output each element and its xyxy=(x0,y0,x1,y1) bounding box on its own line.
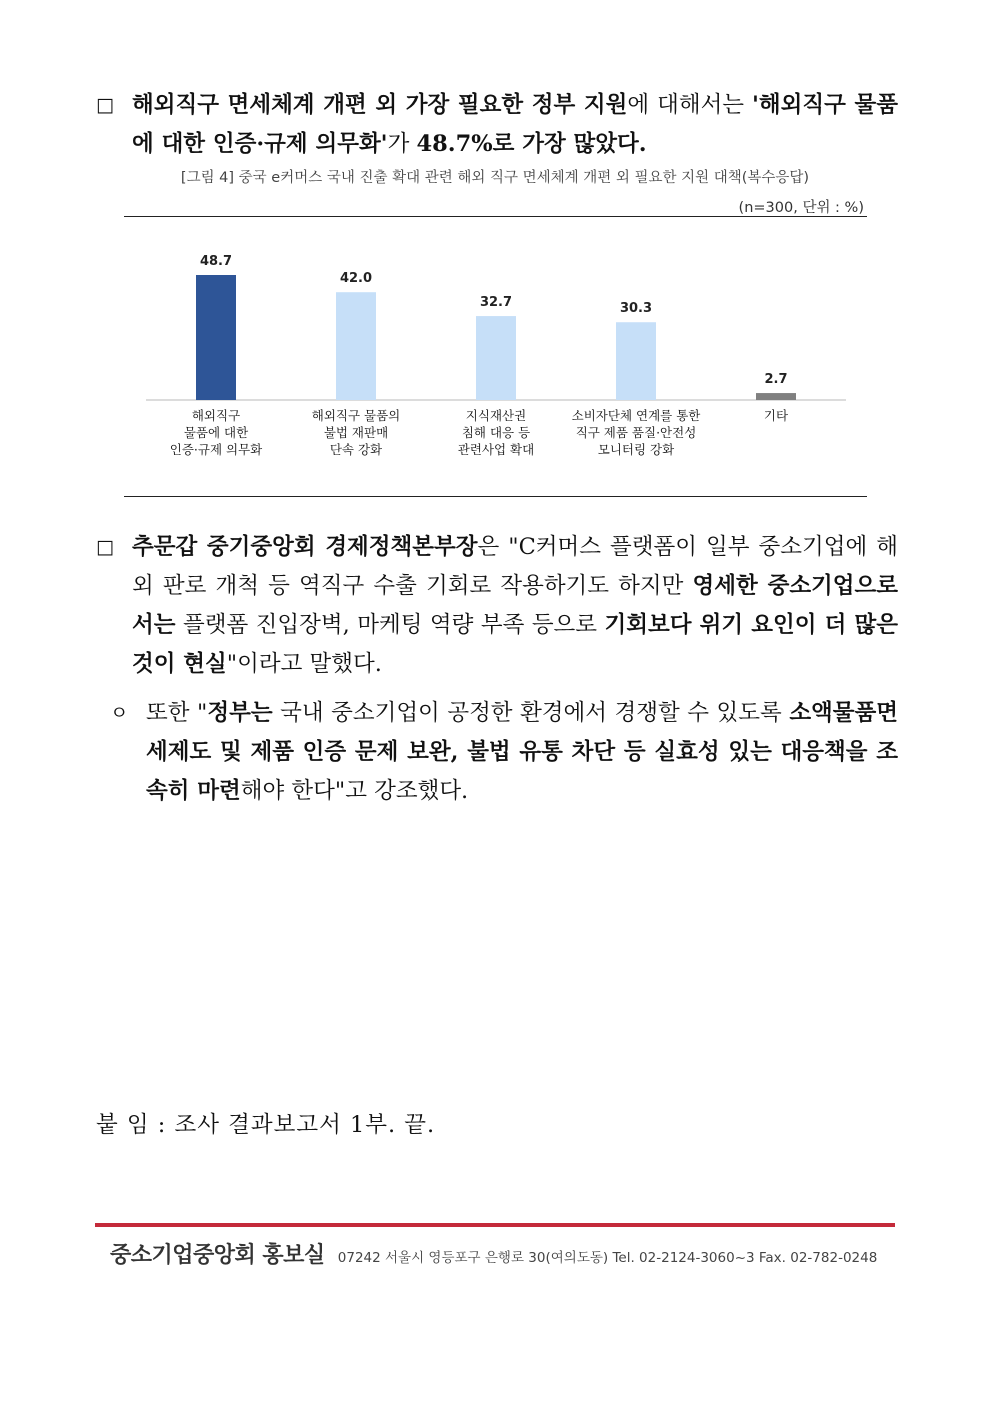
category-label-line: 지식재산권 xyxy=(465,408,527,423)
text-segment: 기회보다 위기 요인이 더 많은 것이 현실 xyxy=(132,612,898,677)
bar xyxy=(476,316,516,400)
text-segment: 48.7%로 가장 많았다. xyxy=(416,131,647,157)
data-label: 32.7 xyxy=(479,295,513,311)
category-label-line: 단속 강화 xyxy=(329,442,383,457)
footer-org: 중소기업중앙회 홍보실 xyxy=(110,1243,325,1268)
paragraph-text xyxy=(96,86,898,164)
text-segment: '해외직구 물품에 대한 인증·규제 의무화' xyxy=(132,92,898,157)
text-segment: 해야 한다"고 강조했다. xyxy=(240,778,469,804)
text-segment: "이라고 말했다. xyxy=(226,651,382,677)
paragraph-government-request xyxy=(110,694,898,811)
bar-chart xyxy=(124,222,867,494)
text-segment: 또한 " xyxy=(146,700,208,726)
category-label-line: 직구 제품 품질·안전성 xyxy=(575,425,697,440)
category-label-line: 물품에 대한 xyxy=(183,425,249,440)
bar xyxy=(756,393,796,400)
attachment-note: 붙 임 : 조사 결과보고서 1부. 끝. xyxy=(96,1112,436,1138)
figure-caption: [그림 4] 중국 e커머스 국내 진출 확대 관련 해외 직구 면세체계 개편 외 필요한 지원 대책(복수응답) xyxy=(180,170,810,186)
circle-bullet-icon: ㅇ xyxy=(110,702,129,724)
text-segment: 추문갑 중기중앙회 경제정책본부장 xyxy=(132,534,478,560)
category-label-line: 침해 대응 등 xyxy=(461,425,531,440)
category-label xyxy=(764,408,788,423)
category-label-line: 해외직구 물품의 xyxy=(311,408,401,423)
paragraph-survey-result xyxy=(96,86,898,164)
category-label-line: 모니터링 강화 xyxy=(597,442,675,457)
category-label xyxy=(572,408,701,457)
bar xyxy=(616,322,656,400)
footer-divider xyxy=(95,1223,895,1227)
paragraph-text xyxy=(110,694,898,811)
category-label-line: 불법 재판매 xyxy=(323,425,389,440)
text-segment: 영세한 중소기업으로서는 xyxy=(132,573,898,638)
text-segment: 에 대해서는 xyxy=(627,92,753,118)
text-segment: 정부는 xyxy=(207,700,273,726)
paragraph-text xyxy=(96,528,898,684)
footer xyxy=(110,1238,877,1269)
category-label xyxy=(312,408,401,457)
footer-address: 07242 서울시 영등포구 은행로 30(여의도동) Tel. 02-2124-3060~3 Fax. 02-782-0248 xyxy=(337,1250,878,1266)
data-label: 2.7 xyxy=(764,372,788,388)
figure-bottom-rule xyxy=(124,496,867,497)
square-bullet-icon: □ xyxy=(96,536,114,558)
square-bullet-icon: □ xyxy=(96,94,114,116)
category-label-line: 해외직구 xyxy=(191,408,241,423)
text-segment: 은 "C커머스 플랫폼이 일부 중소기업에 해외 판로 개척 등 역직구 수출 기회로 작용하기도 하지만 xyxy=(132,534,898,599)
category-label-line: 관련사업 확대 xyxy=(457,442,535,457)
text-segment: 가 xyxy=(387,131,417,157)
category-label-line: 소비자단체 연계를 통한 xyxy=(571,408,701,423)
figure-units: (n=300, 단위 : %) xyxy=(738,200,864,216)
text-segment: 해외직구 면세체계 개편 외 가장 필요한 정부 지원 xyxy=(132,92,628,118)
text-segment: 소액물품면세제도 및 제품 인증 문제 보완, 불법 유통 차단 등 실효성 있는 대응책을 조속히 마련 xyxy=(146,700,898,804)
bar xyxy=(336,292,376,400)
bar xyxy=(196,275,236,400)
data-label: 42.0 xyxy=(339,271,373,287)
text-segment: 플랫폼 진입장벽, 마케팅 역량 부족 등으로 xyxy=(175,612,605,638)
data-label: 30.3 xyxy=(619,301,653,317)
text-segment: 국내 중소기업이 공정한 환경에서 경쟁할 수 있도록 xyxy=(272,700,790,726)
category-label xyxy=(170,408,262,457)
paragraph-quote xyxy=(96,528,898,684)
figure-top-rule xyxy=(124,216,867,217)
category-label-line: 인증·규제 의무화 xyxy=(169,442,263,457)
category-label-line: 기타 xyxy=(763,408,789,423)
category-label xyxy=(458,408,534,457)
data-label: 48.7 xyxy=(199,254,233,270)
